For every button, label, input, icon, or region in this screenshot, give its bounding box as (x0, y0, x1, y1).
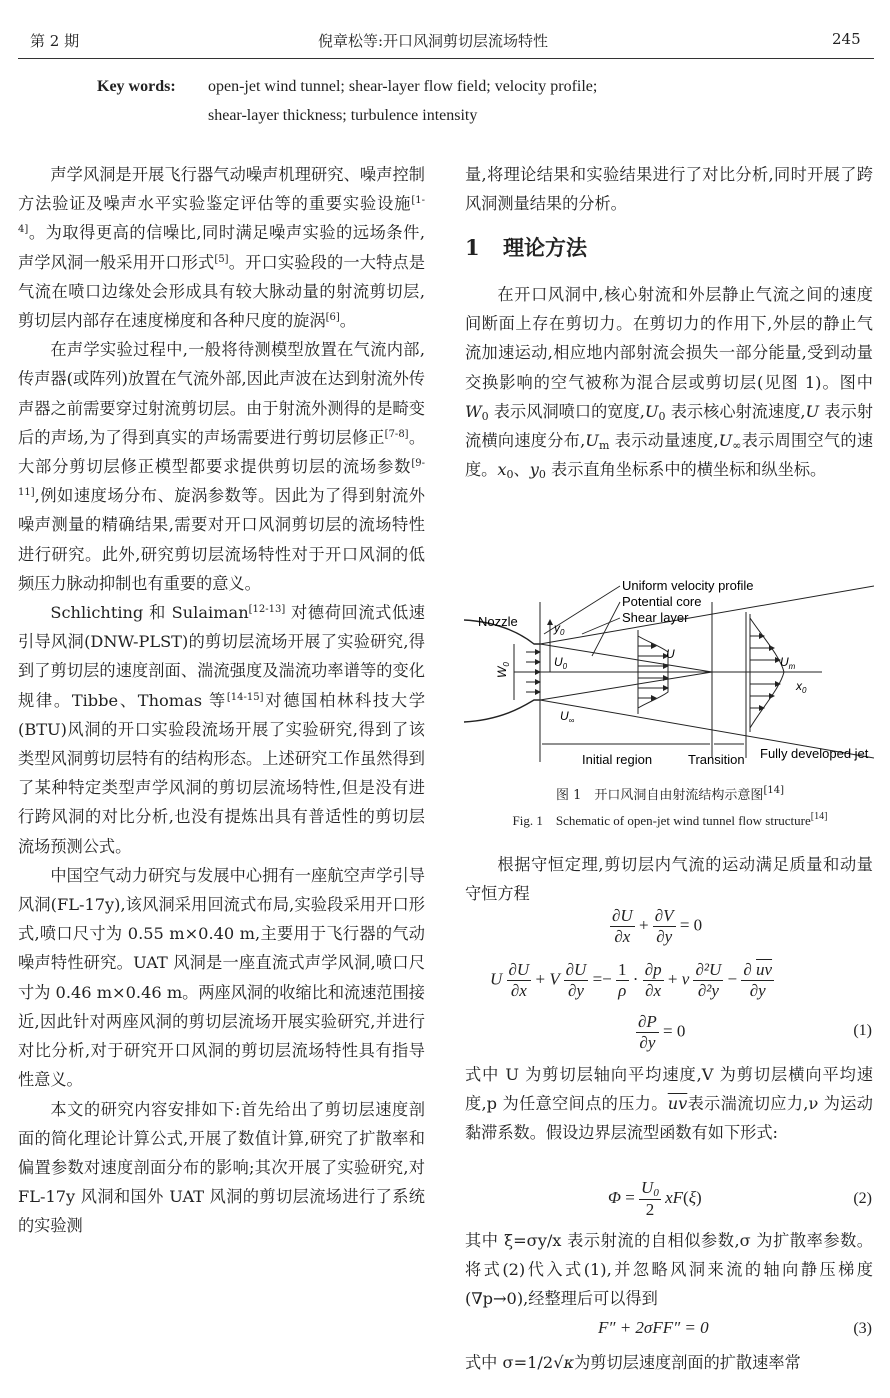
text: 声学风洞是开展飞行器气动噪声机理研究、噪声控制方法验证及噪声水平实验鉴定评估等的重要实验设施 (18, 165, 425, 214)
symbol: W (465, 401, 482, 421)
subscript: m (598, 439, 610, 453)
text: 。大部分剪切层修正模型都要求提供剪切层的流场参数 (18, 427, 425, 477)
symbol: U (585, 431, 599, 451)
section-title: 理论方法 (503, 235, 587, 260)
right-column-symbols (465, 1060, 873, 1148)
subscript: 0 (481, 409, 489, 423)
label-shear-layer: Shear layer (622, 610, 689, 625)
paragraph-prior-work (18, 598, 425, 861)
right-column-final (465, 1348, 873, 1377)
text: 式中 U 为剪切层轴向平均速度,V 为剪切层横向平均速度,p 为任意空间点的压力。 (465, 1065, 873, 1114)
label-initial-region: Initial region (582, 752, 653, 767)
label-potential-core: Potential core (622, 594, 702, 609)
keywords-label: Key words: (97, 78, 176, 95)
equation-3-label: (3) (853, 1320, 872, 1337)
label-y0: $y_0$ (554, 621, 565, 637)
keywords-line-2: shear-layer thickness; turbulence intensity (208, 107, 478, 124)
citation: [14] (810, 811, 828, 822)
paragraph-acoustic-test (18, 335, 425, 598)
paragraph-symbols (465, 1060, 873, 1148)
label-w0: $W_0$ (495, 662, 511, 678)
equation-pressure: $\frac{\partial P}{\partial y}$ = 0 (638, 1012, 686, 1052)
issue-number: 第 2 期 (30, 32, 80, 50)
label-uinf: $U_\infty$ (560, 709, 575, 725)
subscript: 0 (658, 409, 666, 423)
fraction: $\frac{\partial U}{\partial x}$ (612, 906, 633, 946)
paragraph-conservation: 根据守恒定理,剪切层内气流的运动满足质量和动量守恒方程 (465, 855, 873, 904)
label-x0: $x_0$ (796, 679, 807, 695)
figure-1-jet-schematic (462, 572, 874, 770)
text: Schlichting 和 Sulaiman (50, 603, 249, 623)
equation-stream-function: Φ = $\frac{U0}{2}$ xF(ξ) (608, 1178, 702, 1219)
citation: [12-13] (248, 604, 286, 616)
symbol: U (644, 401, 659, 421)
label-transition: Transition (688, 752, 745, 767)
equation-2-label: (2) (853, 1190, 872, 1207)
label-u0: $U_0$ (554, 655, 568, 671)
label-uniform-profile: Uniform velocity profile (622, 578, 754, 593)
text: 表示风洞喷口的宽度, (488, 401, 645, 421)
subscript: 0 (538, 468, 546, 482)
running-title: 倪章松等:开口风洞剪切层流场特性 (318, 32, 549, 50)
citation: [14-15] (226, 691, 264, 703)
paragraph-final (465, 1348, 873, 1377)
paragraph-theory: 在开口风洞中,核心射流和外层静止气流之间的速度间断面上存在剪切力。在剪切力的作用下,外层的静止气流加速运动,相应地内部射流会损失一部分能量,受到动量交换影响的空气被称为混合层或剪切层(见图 1)。图中 $W_0$ 表示风洞喷口的宽度$,U_0$ 表示核心射流速度,U 表示射流横向速度分布$,U_m$ 表示动量速度$,U_\infty$表示周围空气的速度。$x_0$、$y_0$ 表示直角坐标系中的横坐标和纵坐标。 (465, 285, 874, 482)
symbol: U (718, 431, 733, 451)
citation: [9-11] (18, 458, 425, 499)
paragraph-continued: 量,将理论结果和实验结果进行了对比分析,同时开展了跨风洞测量结果的分析。 (465, 165, 873, 214)
text: 表示动量速度, (609, 431, 719, 451)
equation-3: F″ + 2σFF″ = 0 (598, 1318, 709, 1337)
label-um: $U_m$ (780, 655, 796, 671)
equation-continuity: $\frac{\partial U}{\partial x}$ + $\frac{\partial V}{\partial y}$ = 0 (612, 906, 703, 946)
citation: [6] (325, 312, 340, 324)
text: 在开口风洞中,核心射流和外层静止气流之间的速度间断面上存在剪切力。在剪切力的作用下,外层的静止气流加速运动,相应地内部射流会损失一部分能量,受到动量交换影响的空气被称为混合层或剪切层(见图 1)。图中 (465, 285, 873, 392)
text: 。为取得更高的信噪比,同时满足噪声实验的远场条件,声学风洞一般采用开口形式 (18, 223, 425, 272)
subscript: 0 (506, 468, 514, 482)
text: 。开口实验段的一大特点是气流在喷口边缘处会形成具有较大脉动量的射流剪切层,剪切层内部存在速度梯度和各种尺度的旋涡 (18, 252, 426, 331)
symbol: $\overline{uv}$ (667, 1094, 688, 1114)
symbol: U (805, 401, 820, 421)
text: 为剪切层速度剖面的扩散速率常 (574, 1353, 801, 1372)
left-column (18, 160, 425, 1241)
text: 表示核心射流速度, (665, 401, 806, 421)
symbol: √κ (553, 1353, 575, 1372)
paragraph-derivation: 其中 ξ=σy/x 表示射流的自相似参数,σ 为扩散率参数。将式(2)代入式(1),并忽略风洞来流的轴向静压梯度(∇p→0),经整理后可以得到 (465, 1231, 873, 1309)
label-fully-developed: Fully developed jet (760, 746, 869, 761)
text: 在声学实验过程中,一般将待测模型放置在气流内部,传声器(或阵列)放置在气流外部,因此声波在达到射流外传声器之前需要穿过射流剪切层。由于射流外测得的是畸变后的声场,为了得到真实的声场需要进行剪切层修正 (18, 340, 425, 447)
section-heading (465, 232, 587, 262)
figure-caption-cn (465, 784, 875, 803)
citation: [7-8] (384, 428, 409, 440)
citation: [5] (214, 253, 229, 265)
equation-1-label: (1) (853, 1022, 872, 1039)
label-nozzle: Nozzle (478, 614, 518, 629)
paragraph-facilities: 中国空气动力研究与发展中心拥有一座航空声学引导风洞(FL-17y),该风洞采用回流式布局,实验段采用开口形式,喷口尺寸为 0.55 m×0.40 m,主要用于飞行器的气动噪声特性研究。UAT 风洞是一座直流式声学风洞,喷口尺寸为 0.46 m×0.46 m。两座风洞的收缩比和流速范围接近,因此针对两座风洞的剪切层流场开展实验研究,并进行对比分析,对于研究开口风洞的剪切层流场特性具有指导性意义。 (18, 865, 425, 1090)
right-column-conservation (465, 850, 873, 908)
page-number: 245 (832, 30, 861, 48)
equation-momentum: U $\frac{\partial U}{\partial x}$ + V $\frac{\partial U}{\partial y}$ =− $\frac{1}{\rho}$ · $\frac{\partial p}{\partial x}$ + ν $\frac{\text{∂²U}}{\text{∂²y}}$ − $\frac{\partial \overline{uv}}{\partial y}$ (490, 960, 773, 1000)
subscript: ∞ (732, 439, 742, 453)
text: 图 1 开口风洞自由射流结构示意图 (556, 788, 764, 803)
text: 表示湍流切应力,ν 为运动黏滞系数。假设边界层流型函数有如下形式: (465, 1094, 873, 1143)
text: Fig. 1 Schematic of open-jet wind tunnel flow structure (512, 813, 811, 828)
symbol: x (497, 460, 507, 480)
text: 式中 σ=1/2 (465, 1353, 554, 1372)
paragraph-outline: 本文的研究内容安排如下:首先给出了剪切层速度剖面的简化理论计算公式,开展了数值计算,研究了扩散率和偏置参数对速度剖面分布的影响;其次开展了实验研究,对 FL-17y 风洞和国外 UAT 风洞的剪切层流场进行了系统的实验测 (18, 1099, 425, 1236)
text: 对德国柏林科技大学(BTU)风洞的开口实验段流场开展了实验研究,得到了该类型风洞剪切层特有的结构形态。上述研究工作虽然得到了某种特定类型声学风洞的剪切层流场特性,但是没有进行跨风洞的对比分析,也没有提炼出具有普适性的剪切层流场预测公式。 (18, 690, 426, 856)
symbol: y (529, 460, 539, 480)
text: ,例如速度场分布、旋涡参数等。因此为了得到射流外噪声测量的精确结果,需要对开口风洞剪切层的流场特性进行研究。此外,研究剪切层流场特性对于开口风洞的低频压力脉动抑制也有重要的意义。 (18, 486, 425, 593)
text: 表示射流横向速度分布, (465, 401, 873, 451)
text: 表示直角坐标系中的横坐标和纵坐标。 (545, 460, 827, 480)
right-column-top (465, 160, 873, 218)
citation: [1-4] (18, 195, 425, 236)
text: 。 (339, 311, 356, 331)
keywords-line-1: open-jet wind tunnel; shear-layer flow field; velocity profile; (208, 78, 598, 95)
right-column-theory (465, 280, 873, 484)
text: 对德荷回流式低速引导风洞(DNW-PLST)的剪切层流场开展了实验研究,得到了剪切层的速度剖面、湍流强度及湍流功率谱等的变化规律。Tibbe、Thomas 等 (18, 603, 425, 710)
section-number: 1 (465, 235, 480, 260)
header-rule (18, 58, 874, 59)
paragraph-intro (18, 160, 425, 335)
fraction: $\frac{\partial V}{\partial y}$ (654, 906, 674, 946)
text: 表示周围空气的速度。 (465, 431, 874, 480)
citation: [14] (763, 785, 784, 796)
right-column-derivation (465, 1226, 873, 1314)
figure-caption-en (465, 810, 875, 829)
label-u: U (666, 647, 675, 661)
